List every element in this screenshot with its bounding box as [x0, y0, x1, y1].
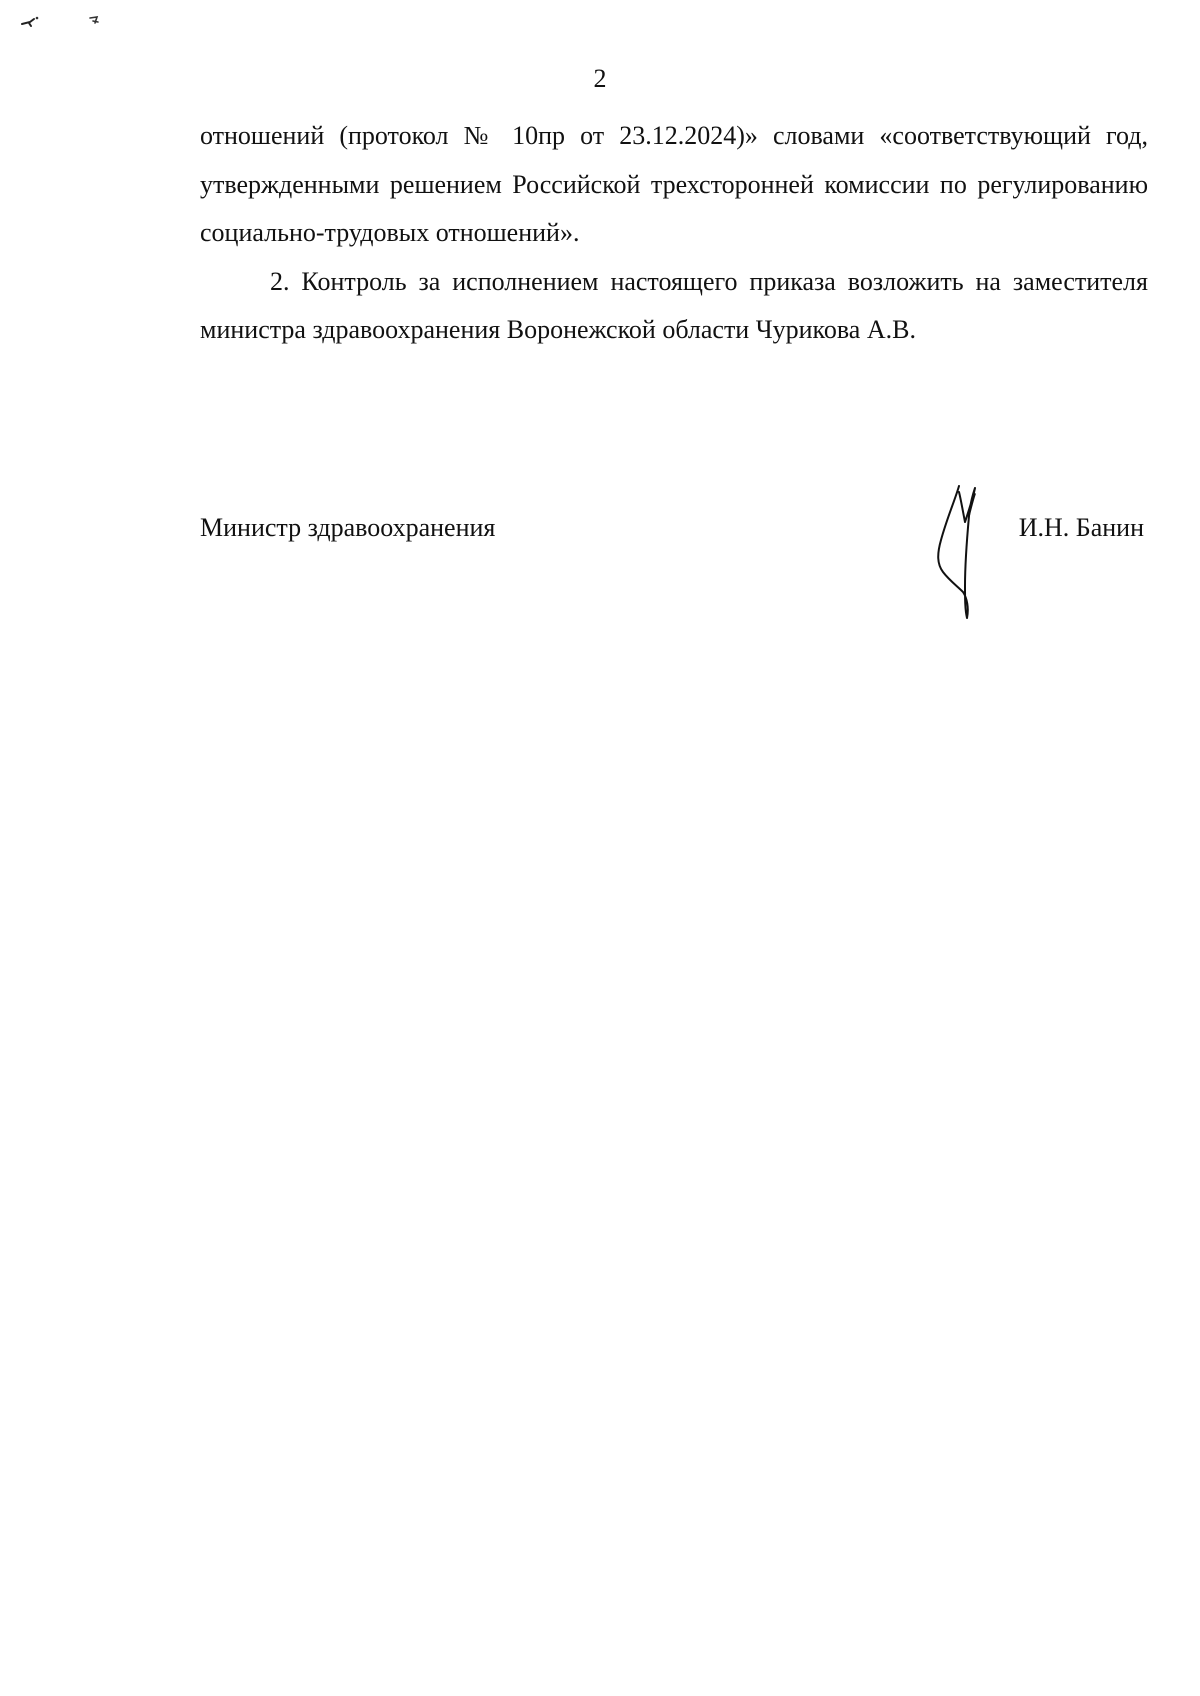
signatory-title: Министр здравоохранения [200, 513, 496, 542]
signature-block [200, 508, 1144, 548]
scan-mark-right-icon [86, 10, 110, 30]
scan-mark-left-icon [20, 10, 44, 30]
handwritten-signature-icon [925, 482, 995, 622]
document-body [200, 112, 1148, 355]
paragraph-continuation: отношений (протокол № 10пр от 23.12.2024)» словами «соответствующий год, утвержденными решением Российской трехсторонней комиссии по регулированию социально-трудовых отношений». [200, 121, 1148, 247]
signatory-name: И.Н. Банин [1018, 513, 1144, 542]
paragraph-2: 2. Контроль за исполнением настоящего приказа возложить на заместителя министра здравоохранения Воронежской области Чурикова А.В. [200, 266, 1148, 344]
page-number: 2 [593, 64, 607, 93]
